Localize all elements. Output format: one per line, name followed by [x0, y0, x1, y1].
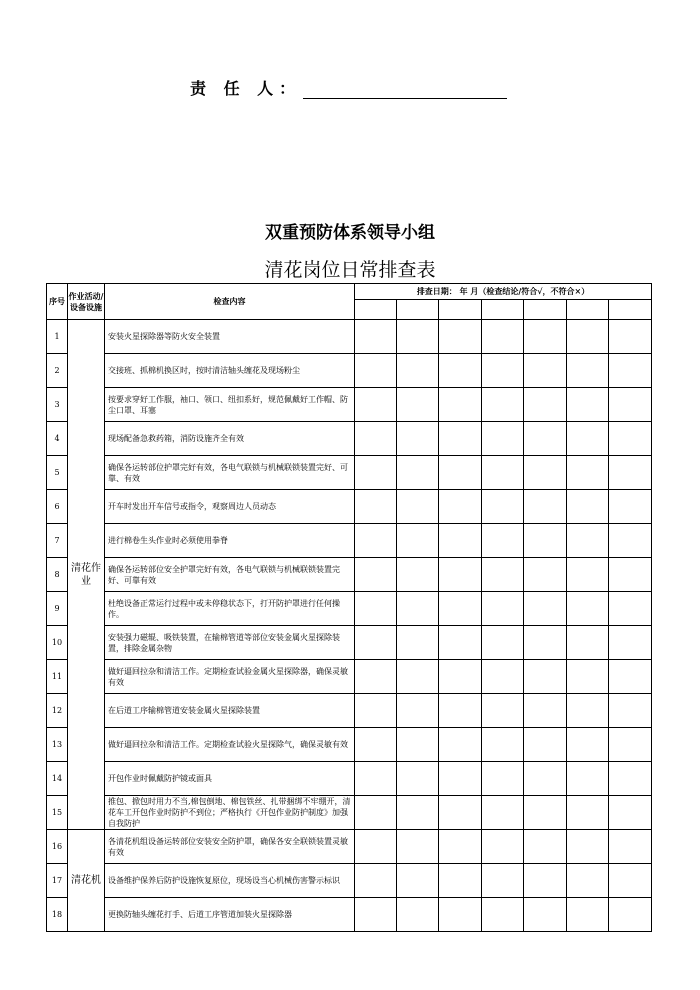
check-col-header	[567, 300, 609, 320]
check-result-cell[interactable]	[482, 388, 524, 422]
check-result-cell[interactable]	[524, 660, 567, 694]
check-result-cell[interactable]	[609, 898, 652, 932]
check-result-cell[interactable]	[609, 830, 652, 864]
check-result-cell[interactable]	[397, 728, 439, 762]
table-row	[47, 320, 652, 354]
check-result-cell[interactable]	[567, 694, 609, 728]
check-content: 确保各运转部位护罩完好有效，各电气联锁与机械联锁装置完好、可靠、有效	[105, 456, 355, 490]
check-result-cell[interactable]	[397, 524, 439, 558]
check-result-cell[interactable]	[609, 864, 652, 898]
activity-group: 清花机	[68, 830, 105, 932]
check-content: 杜绝设备正常运行过程中或未停稳状态下，打开防护罩进行任何操作。	[105, 592, 355, 626]
check-result-cell[interactable]	[567, 558, 609, 592]
check-result-cell[interactable]	[524, 558, 567, 592]
check-result-cell[interactable]	[397, 558, 439, 592]
responsible-person	[190, 76, 507, 99]
row-number: 2	[47, 354, 68, 388]
row-number: 16	[47, 830, 68, 864]
table-row	[47, 728, 652, 762]
table-row	[47, 422, 652, 456]
check-result-cell[interactable]	[482, 694, 524, 728]
check-result-cell[interactable]	[439, 422, 482, 456]
check-result-cell[interactable]	[439, 388, 482, 422]
check-result-cell[interactable]	[609, 762, 652, 796]
check-result-cell[interactable]	[482, 864, 524, 898]
check-result-cell[interactable]	[397, 354, 439, 388]
check-result-cell[interactable]	[524, 320, 567, 354]
check-content: 各清花机组设备运转部位安装安全防护罩，确保各安全联锁装置灵敏有效	[105, 830, 355, 864]
check-result-cell[interactable]	[567, 830, 609, 864]
table-row	[47, 558, 652, 592]
check-content: 安装强力磁辊、吸铁装置，在输棉管道等部位安装金属火星探除装置，排除金属杂物	[105, 626, 355, 660]
check-content: 做好逼回拉杂和清洁工作。定期检查试验火星探除气，确保灵敏有效	[105, 728, 355, 762]
row-number: 14	[47, 762, 68, 796]
check-result-cell[interactable]	[567, 898, 609, 932]
check-content: 安装火星探除器等防火安全装置	[105, 320, 355, 354]
check-result-cell[interactable]	[567, 320, 609, 354]
check-result-cell[interactable]	[439, 898, 482, 932]
check-result-cell[interactable]	[524, 422, 567, 456]
check-col-header	[482, 300, 524, 320]
check-result-cell[interactable]	[567, 796, 609, 830]
check-result-cell[interactable]	[482, 422, 524, 456]
check-result-cell[interactable]	[355, 864, 397, 898]
check-result-cell[interactable]	[609, 320, 652, 354]
check-content: 更换防轴头缠花打手、后道工序管道加装火星探除器	[105, 898, 355, 932]
responsible-signature-line[interactable]	[303, 82, 507, 99]
check-result-cell[interactable]	[439, 830, 482, 864]
table-row	[47, 864, 652, 898]
row-number: 6	[47, 490, 68, 524]
check-content: 进行棉卷生头作业时必须使用拳脊	[105, 524, 355, 558]
table-row	[47, 898, 652, 932]
header-index: 序号	[47, 284, 68, 320]
check-content: 在后道工序输棉管道安装金属火星探除装置	[105, 694, 355, 728]
check-result-cell[interactable]	[609, 524, 652, 558]
check-content: 推包、掀包时用力不当,棉包倒地、棉包铁丝、扎带捆绑不牢绷开，清花车工开包作业时防护不到位；严格执行《开包作业防护制度》加强自我防护	[105, 796, 355, 830]
inspection-table	[46, 283, 652, 932]
check-result-cell[interactable]	[482, 898, 524, 932]
table-row	[47, 490, 652, 524]
check-result-cell[interactable]	[397, 456, 439, 490]
check-result-cell[interactable]	[355, 796, 397, 830]
check-result-cell[interactable]	[609, 660, 652, 694]
check-col-header	[355, 300, 397, 320]
check-result-cell[interactable]	[609, 796, 652, 830]
check-result-cell[interactable]	[355, 762, 397, 796]
responsible-label: 责 任 人：	[190, 79, 302, 98]
check-result-cell[interactable]	[397, 898, 439, 932]
check-result-cell[interactable]	[524, 354, 567, 388]
row-number: 10	[47, 626, 68, 660]
table-header-row	[47, 284, 652, 300]
check-result-cell[interactable]	[482, 524, 524, 558]
check-result-cell[interactable]	[439, 694, 482, 728]
check-result-cell[interactable]	[482, 592, 524, 626]
check-result-cell[interactable]	[609, 354, 652, 388]
row-number: 18	[47, 898, 68, 932]
check-result-cell[interactable]	[482, 728, 524, 762]
check-col-header	[397, 300, 439, 320]
row-number: 13	[47, 728, 68, 762]
row-number: 7	[47, 524, 68, 558]
check-result-cell[interactable]	[482, 660, 524, 694]
table-row	[47, 694, 652, 728]
check-result-cell[interactable]	[439, 728, 482, 762]
check-result-cell[interactable]	[482, 762, 524, 796]
check-result-cell[interactable]	[355, 490, 397, 524]
row-number: 5	[47, 456, 68, 490]
check-result-cell[interactable]	[439, 864, 482, 898]
check-content: 做好逼回拉杂和清洁工作。定期检查试验金属火星探除器，确保灵敏有效	[105, 660, 355, 694]
check-result-cell[interactable]	[609, 592, 652, 626]
table-row	[47, 524, 652, 558]
check-content: 开包作业时佩戴防护镜或面具	[105, 762, 355, 796]
check-result-cell[interactable]	[439, 524, 482, 558]
activity-group: 清花作业	[68, 320, 105, 830]
check-result-cell[interactable]	[355, 830, 397, 864]
check-col-header	[524, 300, 567, 320]
check-result-cell[interactable]	[355, 660, 397, 694]
check-result-cell[interactable]	[482, 456, 524, 490]
check-result-cell[interactable]	[524, 864, 567, 898]
row-number: 4	[47, 422, 68, 456]
check-result-cell[interactable]	[397, 592, 439, 626]
check-result-cell[interactable]	[609, 422, 652, 456]
check-result-cell[interactable]	[609, 388, 652, 422]
table-row	[47, 796, 652, 830]
check-result-cell[interactable]	[609, 728, 652, 762]
check-result-cell[interactable]	[524, 694, 567, 728]
check-result-cell[interactable]	[524, 762, 567, 796]
header-activity: 作业活动/设备设施	[68, 284, 105, 320]
row-number: 3	[47, 388, 68, 422]
check-result-cell[interactable]	[355, 422, 397, 456]
check-result-cell[interactable]	[609, 490, 652, 524]
table-row	[47, 660, 652, 694]
org-name: 双重预防体系领导小组	[265, 223, 435, 243]
check-result-cell[interactable]	[439, 796, 482, 830]
check-result-cell[interactable]	[397, 320, 439, 354]
check-result-cell[interactable]	[567, 388, 609, 422]
check-result-cell[interactable]	[355, 728, 397, 762]
check-result-cell[interactable]	[524, 592, 567, 626]
check-result-cell[interactable]	[397, 422, 439, 456]
check-result-cell[interactable]	[397, 864, 439, 898]
check-result-cell[interactable]	[609, 626, 652, 660]
check-result-cell[interactable]	[567, 728, 609, 762]
check-content: 按要求穿好工作服，袖口、领口、纽扣系好，规范佩戴好工作帽、防尘口罩、耳塞	[105, 388, 355, 422]
check-content: 交接班、抓棉机换区时，按时清洁轴头缠花及现场粉尘	[105, 354, 355, 388]
check-col-header	[439, 300, 482, 320]
check-result-cell[interactable]	[567, 592, 609, 626]
check-result-cell[interactable]	[397, 626, 439, 660]
check-result-cell[interactable]	[524, 728, 567, 762]
check-result-cell[interactable]	[482, 626, 524, 660]
check-result-cell[interactable]	[482, 320, 524, 354]
table-row	[47, 456, 652, 490]
check-result-cell[interactable]	[355, 558, 397, 592]
check-result-cell[interactable]	[355, 524, 397, 558]
table-row	[47, 626, 652, 660]
row-number: 9	[47, 592, 68, 626]
check-result-cell[interactable]	[567, 354, 609, 388]
check-result-cell[interactable]	[439, 558, 482, 592]
check-result-cell[interactable]	[567, 864, 609, 898]
check-result-cell[interactable]	[439, 592, 482, 626]
check-result-cell[interactable]	[439, 762, 482, 796]
check-result-cell[interactable]	[524, 898, 567, 932]
row-number: 15	[47, 796, 68, 830]
check-result-cell[interactable]	[567, 524, 609, 558]
check-result-cell[interactable]	[567, 660, 609, 694]
check-result-cell[interactable]	[397, 490, 439, 524]
check-result-cell[interactable]	[397, 660, 439, 694]
check-result-cell[interactable]	[482, 490, 524, 524]
check-result-cell[interactable]	[355, 694, 397, 728]
table-row	[47, 592, 652, 626]
check-result-cell[interactable]	[482, 558, 524, 592]
check-result-cell[interactable]	[355, 354, 397, 388]
check-result-cell[interactable]	[397, 694, 439, 728]
row-number: 12	[47, 694, 68, 728]
check-result-cell[interactable]	[355, 898, 397, 932]
check-content: 确保各运转部位安全护罩完好有效，各电气联锁与机械联锁装置完好、可靠有效	[105, 558, 355, 592]
table-row	[47, 388, 652, 422]
check-result-cell[interactable]	[355, 592, 397, 626]
check-result-cell[interactable]	[524, 456, 567, 490]
table-row	[47, 830, 652, 864]
check-result-cell[interactable]	[482, 830, 524, 864]
check-result-cell[interactable]	[609, 558, 652, 592]
check-result-cell[interactable]	[439, 626, 482, 660]
row-number: 17	[47, 864, 68, 898]
check-result-cell[interactable]	[439, 660, 482, 694]
check-result-cell[interactable]	[609, 456, 652, 490]
check-result-cell[interactable]	[397, 796, 439, 830]
check-result-cell[interactable]	[567, 490, 609, 524]
check-result-cell[interactable]	[439, 320, 482, 354]
check-result-cell[interactable]	[524, 830, 567, 864]
header-content: 检查内容	[105, 284, 355, 320]
check-col-header	[609, 300, 652, 320]
check-result-cell[interactable]	[439, 456, 482, 490]
check-result-cell[interactable]	[397, 762, 439, 796]
row-number: 11	[47, 660, 68, 694]
check-result-cell[interactable]	[567, 762, 609, 796]
check-result-cell[interactable]	[439, 490, 482, 524]
check-result-cell[interactable]	[482, 796, 524, 830]
check-result-cell[interactable]	[567, 626, 609, 660]
header-date-line: 排查日期： 年 月（检查结论/符合√，不符合×）	[355, 284, 652, 300]
check-result-cell[interactable]	[524, 796, 567, 830]
check-result-cell[interactable]	[524, 626, 567, 660]
check-result-cell[interactable]	[355, 626, 397, 660]
form-title: 清花岗位日常排查表	[264, 259, 436, 281]
check-result-cell[interactable]	[524, 490, 567, 524]
table-row	[47, 762, 652, 796]
row-number: 1	[47, 320, 68, 354]
check-result-cell[interactable]	[397, 388, 439, 422]
check-result-cell[interactable]	[567, 456, 609, 490]
check-result-cell[interactable]	[355, 320, 397, 354]
row-number: 8	[47, 558, 68, 592]
check-result-cell[interactable]	[397, 830, 439, 864]
check-result-cell[interactable]	[355, 388, 397, 422]
check-result-cell[interactable]	[524, 524, 567, 558]
check-result-cell[interactable]	[609, 694, 652, 728]
check-content: 现场配备急救药箱，消防设施齐全有效	[105, 422, 355, 456]
check-result-cell[interactable]	[524, 388, 567, 422]
check-result-cell[interactable]	[355, 456, 397, 490]
check-content: 开车时发出开车信号或指令，观察周边人员动态	[105, 490, 355, 524]
check-result-cell[interactable]	[482, 354, 524, 388]
check-result-cell[interactable]	[567, 422, 609, 456]
table-row	[47, 354, 652, 388]
check-result-cell[interactable]	[439, 354, 482, 388]
check-content: 设备维护保养后防护设施恢复原位，现场设当心机械伤害警示标识	[105, 864, 355, 898]
